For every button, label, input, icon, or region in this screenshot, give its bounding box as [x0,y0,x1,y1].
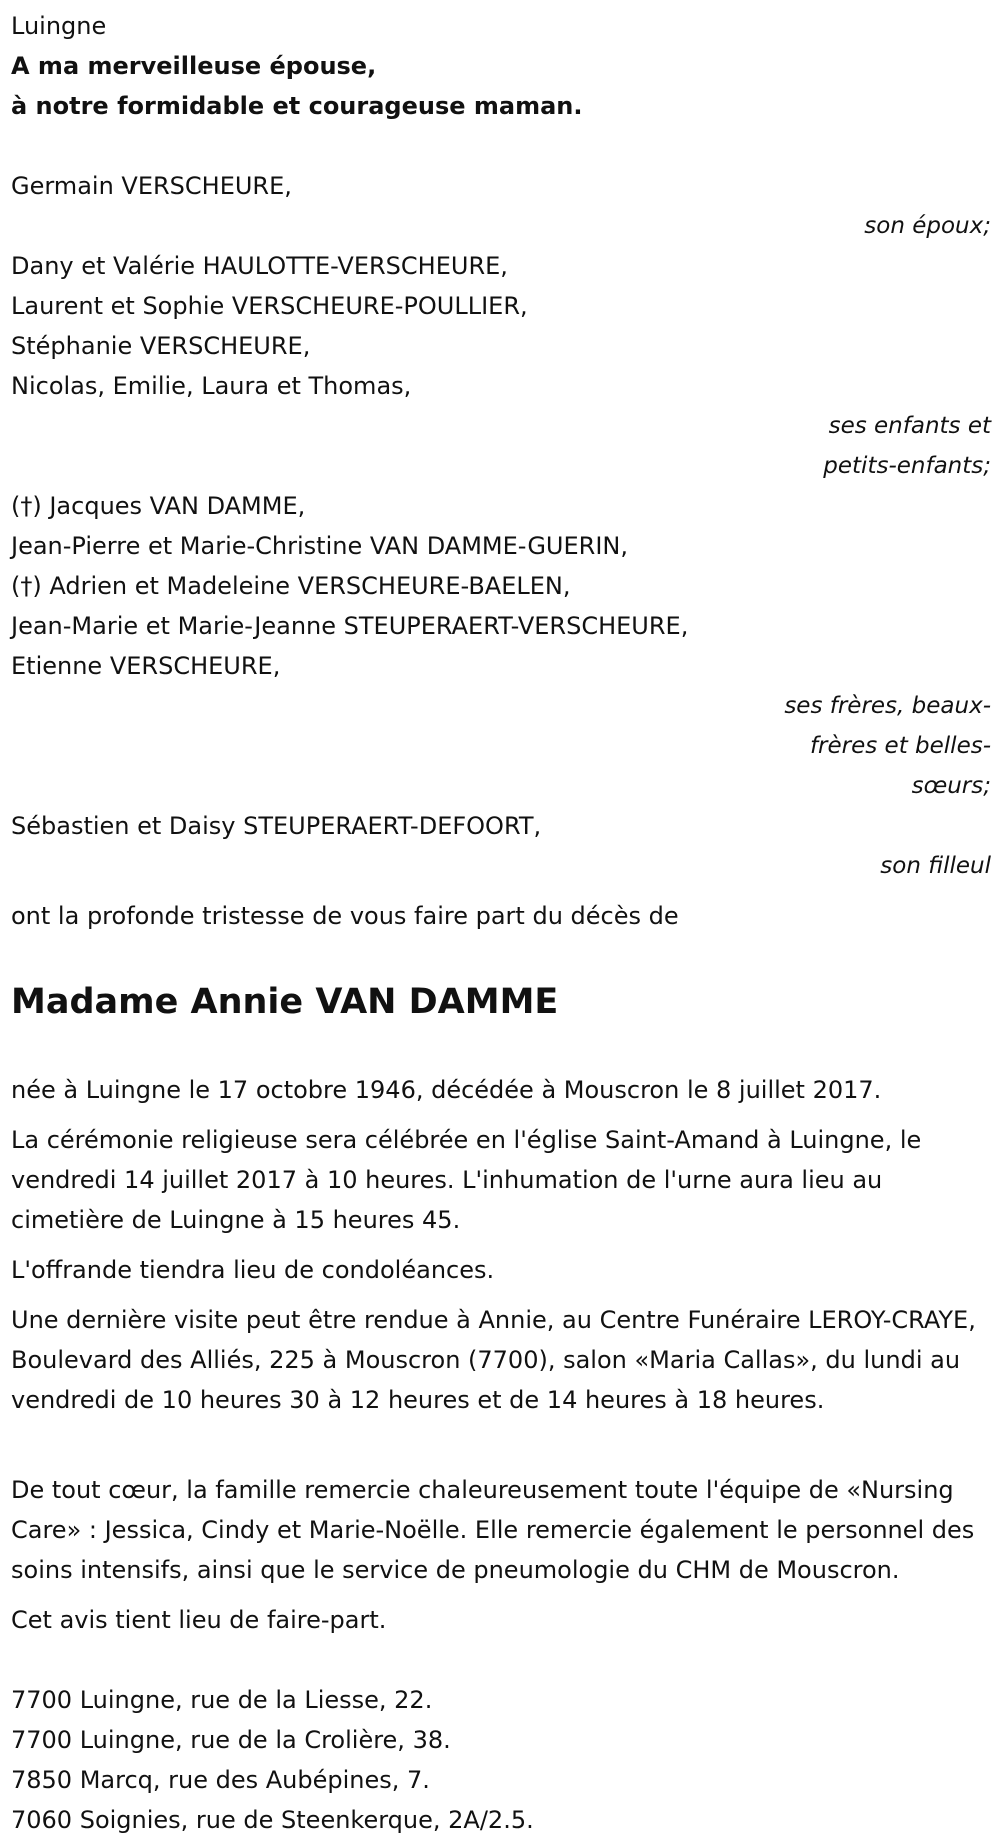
spouse-relation: son époux; [864,213,991,239]
child-entry: Laurent et Sophie VERSCHEURE-POULLIER, [11,292,528,320]
siblings-relation-line-1: ses frères, beaux- [784,693,991,719]
announcement-text: ont la profonde tristesse de vous faire part du décès de [11,902,679,930]
child-entry: Dany et Valérie HAULOTTE-VERSCHEURE, [11,252,508,280]
child-entry: Stéphanie VERSCHEURE, [11,332,311,360]
birth-death-text: née à Luingne le 17 octobre 1946, décédée à Mouscron le 8 juillet 2017. [11,1076,882,1104]
godson-name: Sébastien et Daisy STEUPERAERT-DEFOORT, [11,812,542,840]
place-name: Luingne [11,12,107,40]
dedication-line-2: à notre formidable et courageuse maman. [11,92,583,120]
siblings-relation-line-2: frères et belles- [809,733,991,759]
siblings-relation-line-3: sœurs; [911,773,991,799]
offering-text: L'offrande tiendra lieu de condoléances. [11,1256,495,1284]
address-line: 7700 Luingne, rue de la Crolière, 38. [11,1726,451,1754]
sibling-entry: (†) Adrien et Madeleine VERSCHEURE-BAELEN, [11,572,571,600]
address-line: 7850 Marcq, rue des Aubépines, 7. [11,1766,430,1794]
sibling-entry: Jean-Marie et Marie-Jeanne STEUPERAERT-VERSCHEURE, [11,612,689,640]
address-line: 7700 Luingne, rue de la Liesse, 22. [11,1686,433,1714]
children-relation-line-2: petits-enfants; [823,453,991,479]
visit-text: Une dernière visite peut être rendue à Annie, au Centre Funéraire LEROY-CRAYE, Boulevard des Alliés, 225 à Mouscron (7700), salon «Maria Callas», du lundi au vendredi de 10 heures 30 à 12 heures et de 14 heures à 18 heures. [11,1306,976,1414]
godson-relation: son filleul [880,853,991,879]
thanks-text: De tout cœur, la famille remercie chaleureusement toute l'équipe de «Nursing Care» : Jessica, Cindy et Marie-Noëlle. Elle remercie également le personnel des soins intensifs, ainsi que le service de pneumologie du CHM de Mouscron. [11,1476,975,1584]
child-entry: Nicolas, Emilie, Laura et Thomas, [11,372,412,400]
spouse-name: Germain VERSCHEURE, [11,172,292,200]
sibling-entry: Etienne VERSCHEURE, [11,652,281,680]
deceased-name: Madame Annie VAN DAMME [11,982,559,1022]
ceremony-text: La cérémonie religieuse sera célébrée en l'église Saint-Amand à Luingne, le vendredi 14 juillet 2017 à 10 heures. L'inhumation de l'urne aura lieu au cimetière de Luingne à 15 heures 45. [11,1126,922,1234]
sibling-entry: (†) Jacques VAN DAMME, [11,492,306,520]
address-line: 7060 Soignies, rue de Steenkerque, 2A/2.5. [11,1806,534,1834]
notice-text: Cet avis tient lieu de faire-part. [11,1606,387,1634]
children-relation-line-1: ses enfants et [828,413,991,439]
sibling-entry: Jean-Pierre et Marie-Christine VAN DAMME-GUERIN, [11,532,628,560]
dedication-line-1: A ma merveilleuse épouse, [11,52,377,80]
